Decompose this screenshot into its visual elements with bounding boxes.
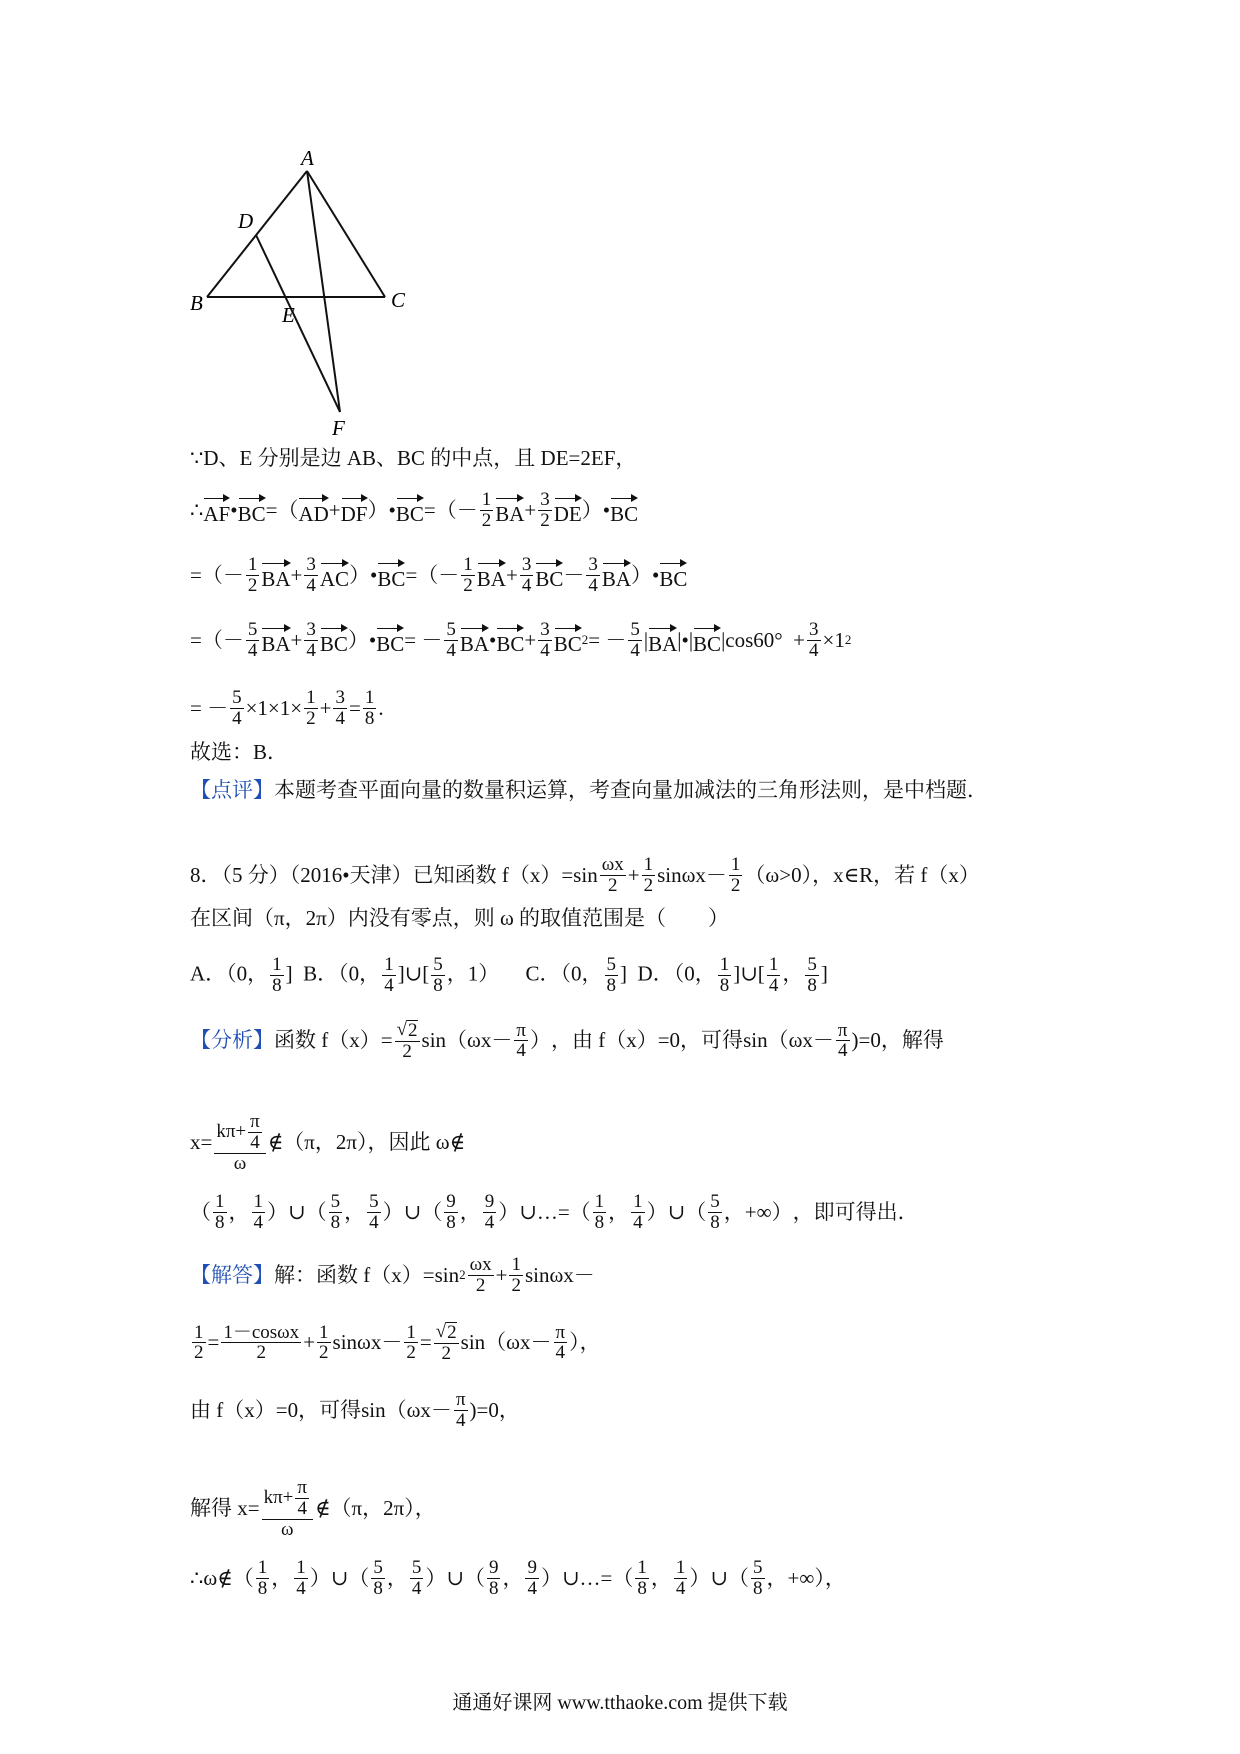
solution-line4: 解得 x= kπ+ $\frac{\pi}{4}$ ω ∉（π，2π）， — [190, 1477, 436, 1540]
q8-stem-line2-text: 在区间（π，2π）内没有零点，则 ω 的取值范围是（ ） — [190, 906, 730, 930]
derivation-line-3: =（－ $\frac{5}{4}$ BA + $\frac{3}{4}$ BC ）• BC = － $\frac{5}{4}$ BA • BC + $\frac{3}{4}$ BC 2 = － $\frac{5}{4}$ | BA |•| BC |cos60° + $\frac{3}{4}$ ×1 2 — [190, 619, 852, 661]
analysis-text5: ，即可得出． — [792, 1199, 919, 1224]
label-e: E — [282, 303, 295, 327]
review-tag: 【点评】 — [190, 778, 274, 802]
choose-line — [190, 742, 288, 763]
derivation-line-4: = － $\frac{5}{4}$ ×1×1× $\frac{1}{2}$ + $\frac{3}{4}$ = $\frac{1}{8}$ . — [190, 687, 384, 729]
review-text: 本题考查平面向量的数量积运算，考查向量加减法的三角形法则，是中档题． — [274, 778, 988, 802]
analysis-line3: （ $\frac{1}{8}$ ， $\frac{1}{4}$ ）∪（ $\frac{5}{8}$ ， $\frac{5}{4}$ ）∪（ $\frac{9}{8}$ ， $\frac{9}{4}$ ）∪…=（ $\frac{1}{8}$ ， $\frac{1}{4}$ ）∪（ $\frac{5}{8}$ ，+∞） ，即可得出． — [190, 1191, 919, 1233]
label-b: B — [190, 291, 203, 315]
analysis-text2: ，由 f（x）=0，可得 — [550, 1028, 744, 1053]
analysis-text1: 函数 f（x）= — [274, 1028, 393, 1053]
analysis-line2: x= kπ+ $\frac{\pi}{4}$ ω ∉ （π，2π），因此 ω∉ — [190, 1111, 466, 1174]
therefore-symbol: ∴ — [190, 497, 204, 522]
analysis-tag: 【分析】 — [190, 1028, 274, 1053]
triangle-figure — [180, 150, 440, 440]
solution-tag: 【解答】 — [190, 1262, 274, 1287]
q8-options — [190, 955, 828, 996]
q8-stem-suffix: （ω>0），x∈R，若 f（x） — [744, 862, 980, 887]
solution-text3: 解得 x= — [190, 1496, 260, 1521]
analysis-line1: 【分析】 函数 f（x）= √ 2 2 sin（ωx－ $\frac{\pi}{4}$ ） ，由 f（x）=0，可得 sin（ωx－ $\frac{\pi}{4}$ ) =0，解得 — [190, 1019, 944, 1062]
analysis-text4: （π，2π），因此 ω∉ — [283, 1130, 466, 1155]
label-f: F — [332, 416, 345, 440]
page-footer: 通通好课网 www.tthaoke.com 提供下载 — [452, 1692, 788, 1714]
solution-line3: 由 f（x）=0，可得 sin（ωx－ $\frac{\pi}{4}$ )=0， — [190, 1389, 520, 1431]
q8-stem-line2 — [190, 908, 729, 929]
because-text: ∵D、E 分别是边 AB、BC 的中点，且 DE=2EF， — [190, 446, 637, 470]
because-line — [190, 448, 636, 469]
solution-text1: 解：函数 f（x）= — [274, 1262, 435, 1287]
option-c[interactable]: C．（0， $\frac{5}{8}$ ] — [525, 954, 628, 996]
solution-line5: ∴ω∉ （ $\frac{1}{8}$ ， $\frac{1}{4}$ ）∪（ $\frac{5}{8}$ ， $\frac{5}{4}$ ）∪（ $\frac{9}{8}$ ， $\frac{9}{4}$ ）∪…=（ $\frac{1}{8}$ ， $\frac{1}{4}$ ）∪（ $\frac{5}{8}$ ，+∞）， — [190, 1557, 846, 1599]
segment-ac — [307, 171, 385, 297]
derivation-line-2: =（－ $\frac{1}{2}$ BA + $\frac{3}{4}$ AC ）• BC =（－ $\frac{1}{2}$ BA + $\frac{3}{4}$ BC － $\frac{3}{4}$ BA ）• BC — [190, 554, 688, 596]
option-d[interactable]: D．（0， $\frac{1}{8}$ ]∪[ $\frac{1}{4}$ ， $\frac{5}{8}$ ] — [637, 954, 828, 996]
solution-text4: ∴ω∉ — [190, 1565, 233, 1590]
derivation-line-1: ∴ AF • BC =（ AD + DF ）• BC =（－ $\frac{1}{2}$ BA + $\frac{3}{2}$ DE ）• BC — [190, 489, 639, 531]
solution-text2: 由 f（x）=0，可得 — [190, 1397, 362, 1422]
label-a: A — [301, 150, 314, 170]
analysis-text3: =0，解得 — [858, 1028, 944, 1053]
q8-stem-line1: 8．（5 分）（2016•天津）已知函数 f（x）=sin $\frac{\omega x}{2}$ + $\frac{1}{2}$ sinωx－ $\frac{1}{2}$ （ω>0），x∈R，若 f（x） — [190, 854, 980, 896]
solution-line1: 【解答】 解：函数 f（x）= sin 2 $\frac{\omega x}{2}$ + $\frac{1}{2}$ sinωx－ — [190, 1254, 595, 1296]
label-d: D — [238, 209, 254, 233]
choose-text: 故选：B． — [190, 740, 289, 764]
label-c: C — [391, 288, 406, 312]
option-a[interactable]: A．（0， $\frac{1}{8}$ ] — [190, 954, 293, 996]
q8-stem-prefix: 8．（5 分）（2016•天津）已知函数 f（x）=sin — [190, 862, 598, 887]
solution-line2: $\frac{1}{2}$ = $\frac{1-\cos\omega x}{2}$ + $\frac{1}{2}$ sinωx－ $\frac{1}{2}$ = √ 2 2 sin（ωx－ $\frac{\pi}{4}$ ）， — [194, 1321, 601, 1364]
segment-ab — [207, 171, 307, 297]
option-b[interactable]: B．（0， $\frac{1}{4}$ ]∪[ $\frac{5}{8}$ ，1） — [303, 954, 500, 996]
review-line — [190, 780, 988, 801]
